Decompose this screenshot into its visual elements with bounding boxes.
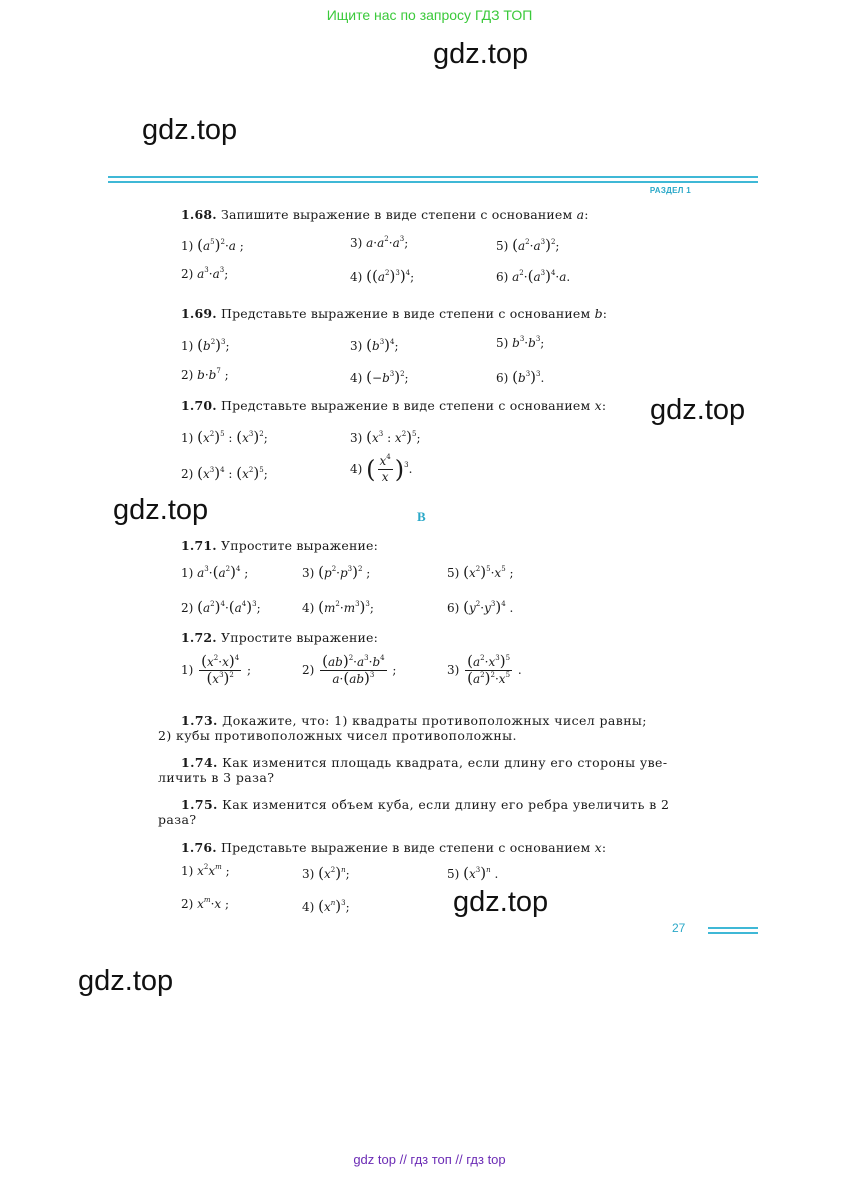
- problem-1-68: 1.68. Запишите выражение в виде степени с основанием a:: [181, 207, 589, 222]
- expr-1-69-4: 4) $(-b^3)^2$;: [350, 368, 409, 386]
- expr-1-71-4: 4) $(m^2\cdot m^3)^3$;: [302, 598, 374, 616]
- watermark: gdz.top: [142, 114, 238, 146]
- expr-1-69-3: 3) $(b^3)^4$;: [350, 336, 399, 354]
- expr-1-72-2: 2) $\frac{(ab)^2\cdot a^3\cdot b^4}{a\cdot(ab)^3}$ ;: [302, 652, 397, 687]
- problem-1-74: 1.74. Как изменится площадь квадрата, если длину его стороны уве-: [181, 755, 668, 770]
- expr-1-71-5: 5) $(x^2)^5\cdot x^5$ ;: [447, 563, 514, 581]
- expr-1-69-5: 5) $b^3\cdot b^3$;: [496, 335, 545, 350]
- expr-1-71-2: 2) $(a^2)^4\cdot(a^4)^3$;: [181, 598, 261, 616]
- expr-1-69-2: 2) $b\cdot b^7$ ;: [181, 367, 229, 382]
- footer-rule: [708, 927, 758, 934]
- expr-1-69-1: 1) $(b^2)^3$;: [181, 336, 230, 354]
- expr-1-71-3: 3) $(p^2\cdot p^3)^2$ ;: [302, 563, 371, 581]
- problem-1-69: 1.69. Представьте выражение в виде степени с основанием b:: [181, 306, 608, 321]
- watermark: gdz.top: [113, 494, 209, 526]
- expr-1-71-1: 1) $a^3\cdot(a^2)^4$ ;: [181, 563, 249, 581]
- problem-1-75-line2: раза?: [158, 812, 197, 827]
- expr-1-68-3: 3) $a\cdot a^2\cdot a^3$;: [350, 235, 409, 250]
- expr-1-71-6: 6) $(y^2\cdot y^3)^4$ .: [447, 598, 514, 616]
- expr-1-68-6: 6) $a^2\cdot(a^3)^4\cdot a$.: [496, 267, 571, 285]
- problem-1-75: 1.75. Как изменится объем куба, если длину его ребра увеличить в 2: [181, 797, 670, 812]
- expr-1-72-1: 1) $\frac{(x^2\cdot x)^4}{(x^3)^2}$ ;: [181, 652, 252, 687]
- expr-1-68-2: 2) $a^3\cdot a^3$;: [181, 266, 229, 281]
- expr-1-76-3: 3) $(x^2)^n$;: [302, 864, 350, 882]
- expr-1-70-3: 3) ($x^3$ : $x^2)^5$;: [350, 428, 421, 446]
- watermark: gdz.top: [433, 38, 529, 70]
- problem-1-74-line2: личить в 3 раза?: [158, 770, 275, 785]
- expr-1-70-2: 2) $(x^3)^4$ : $(x^2)^5$;: [181, 464, 268, 482]
- expr-1-70-1: 1) $(x^2)^5$ : $(x^3)^2$;: [181, 428, 268, 446]
- expr-1-70-4: 4) ( $\frac{x^4}{x}$ )$^3$.: [350, 453, 413, 484]
- expr-1-76-5: 5) $(x^3)^n$ .: [447, 864, 499, 882]
- expr-1-68-1: 1) $(a^5)^2\cdot a$ ;: [181, 236, 244, 254]
- watermark: gdz.top: [453, 886, 549, 918]
- search-banner: Ищите нас по запросу ГДЗ ТОП: [326, 7, 533, 23]
- expr-1-76-4: 4) $(x^n)^3$;: [302, 897, 350, 915]
- level-label: B: [417, 509, 426, 524]
- footer-links: gdz top // гдз топ // гдз top: [353, 1152, 506, 1167]
- problem-1-72: 1.72. Упростите выражение:: [181, 630, 379, 645]
- expr-1-68-5: 5) $(a^2\cdot a^3)^2$;: [496, 236, 560, 254]
- problem-1-70: 1.70. Представьте выражение в виде степени с основанием x:: [181, 398, 607, 413]
- expr-1-69-6: 6) $(b^3)^3$.: [496, 368, 545, 386]
- problem-1-76: 1.76. Представьте выражение в виде степени с основанием x:: [181, 840, 607, 855]
- watermark: gdz.top: [650, 394, 746, 426]
- problem-1-73-line2: 2) кубы противоположных чисел противоположны.: [158, 728, 517, 743]
- problem-1-71: 1.71. Упростите выражение:: [181, 538, 379, 553]
- header-rule: [108, 176, 758, 183]
- expr-1-76-1: 1) $x^2x^m$ ;: [181, 863, 230, 878]
- expr-1-72-3: 3) $\frac{(a^2\cdot x^3)^5}{(a^2)^2\cdot x^5}$ .: [447, 652, 522, 687]
- page-number: 27: [672, 921, 686, 935]
- problem-1-73: 1.73. Докажите, что: 1) квадраты противоположных чисел равны;: [181, 713, 647, 728]
- expr-1-68-4: 4) $((a^2)^3)^4$;: [350, 267, 415, 285]
- watermark: gdz.top: [78, 965, 174, 997]
- expr-1-76-2: 2) $x^m\cdot x$ ;: [181, 896, 230, 911]
- section-label: РАЗДЕЛ 1: [649, 186, 691, 195]
